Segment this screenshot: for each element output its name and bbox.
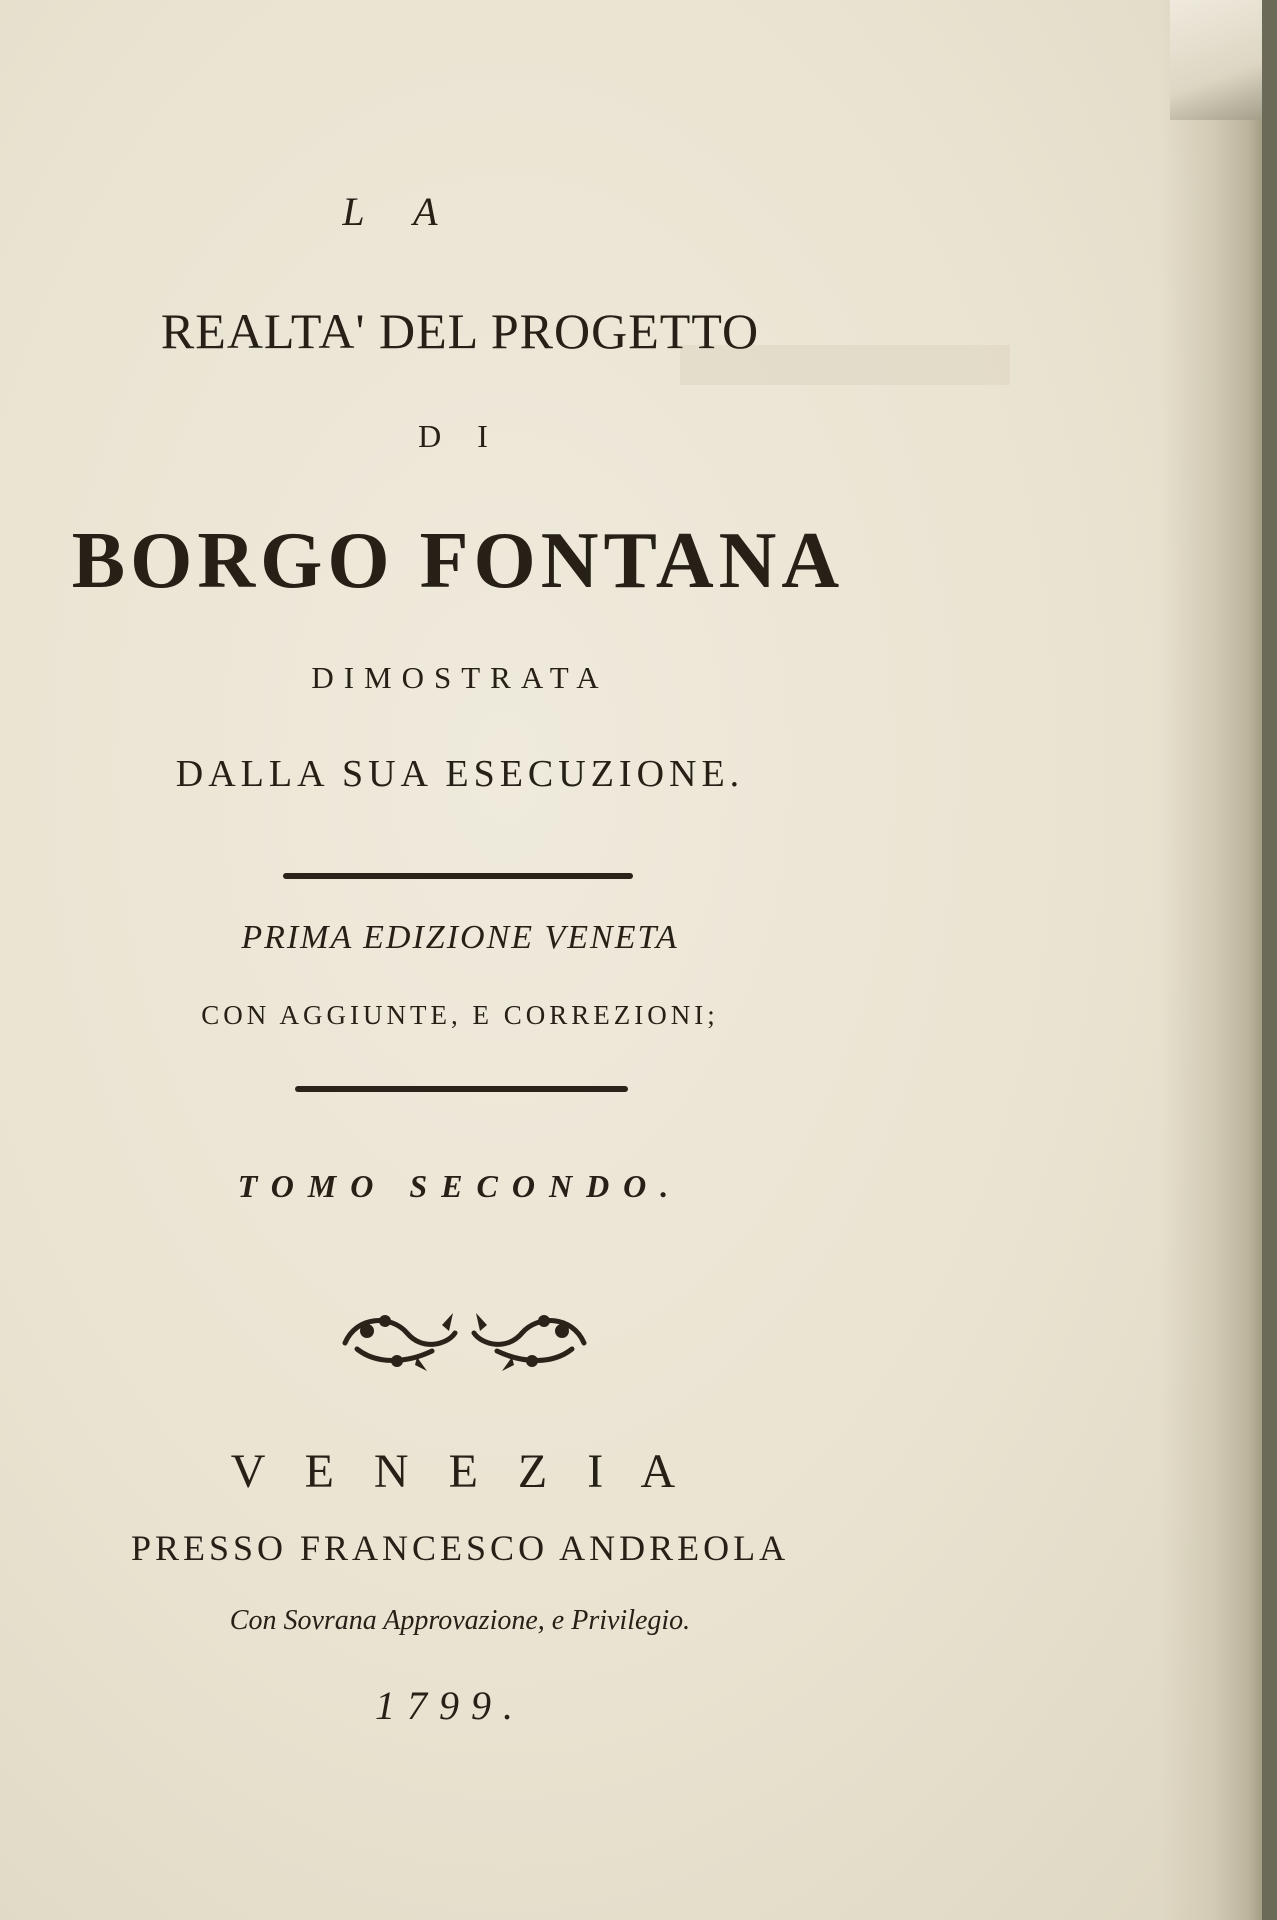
rule-bottom (295, 1086, 628, 1092)
privilege-line: Con Sovrana Approvazione, e Privilegio. (229, 1605, 691, 1636)
title-article: L A (342, 189, 458, 234)
page-corner-fold (1170, 0, 1262, 120)
page-edge-shadow (1160, 0, 1262, 1920)
title-line-2: D I (418, 418, 502, 454)
publisher-line: PRESSO FRANCESCO ANDREOLA (130, 1528, 790, 1568)
title-line-1: REALTA' DEL PROGETTO (160, 303, 760, 359)
floral-fleuron-icon (337, 1305, 592, 1375)
title-line-4: DIMOSTRATA (311, 660, 609, 695)
city-line: V E N E Z I A (230, 1445, 690, 1498)
edition-line: PRIMA EDIZIONE VENETA (241, 919, 679, 956)
edition-note: CON AGGIUNTE, E CORREZIONI; (201, 1000, 719, 1030)
title-line-5: DALLA SUA ESECUZIONE. (175, 753, 745, 795)
rule-top (283, 873, 633, 879)
volume-line: TOMO SECONDO. (237, 1168, 683, 1204)
year-line: 1799. (375, 1683, 525, 1728)
title-line-3: BORGO FONTANA (71, 517, 845, 605)
